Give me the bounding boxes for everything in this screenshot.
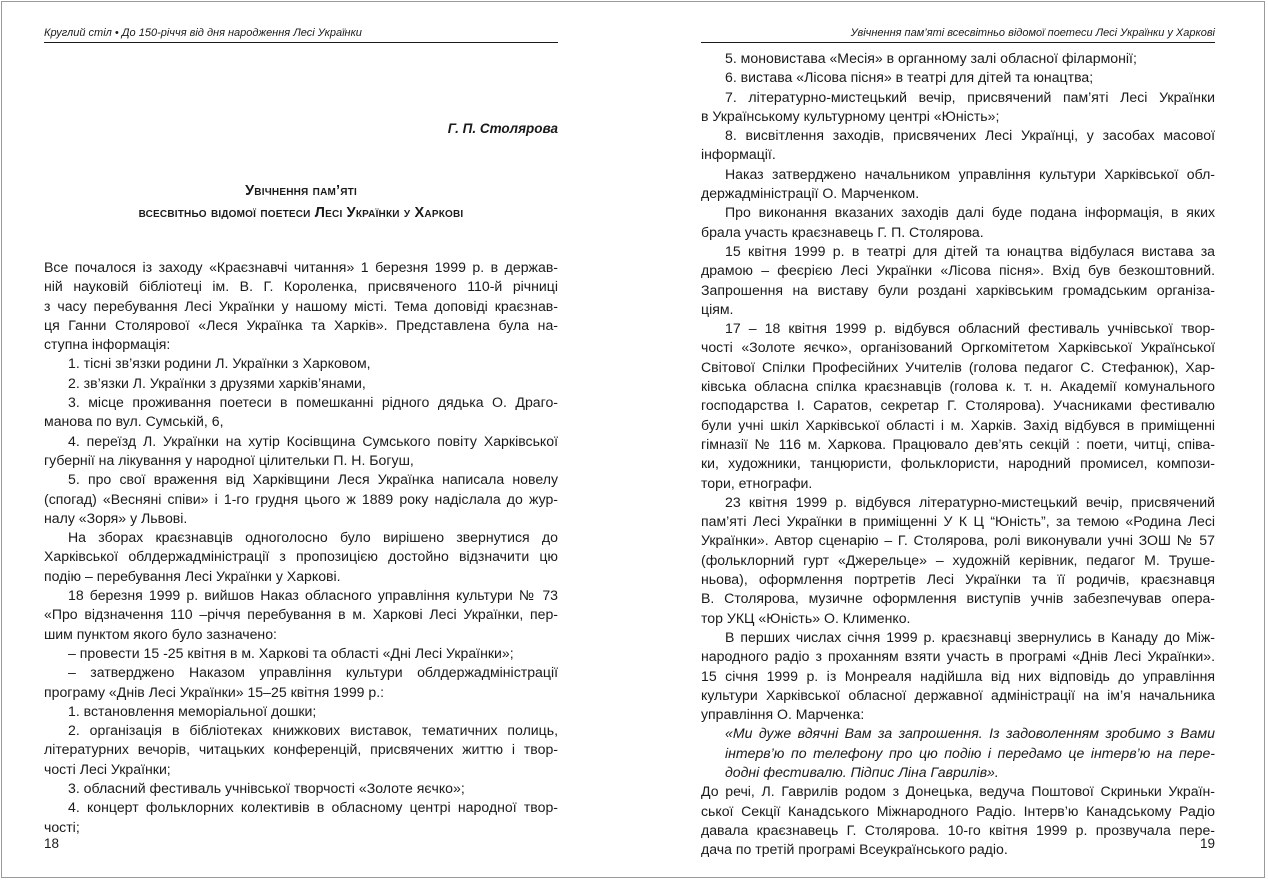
page-number-left: 18 xyxy=(44,836,60,851)
text-line: ця Ганни Столярової «Леся Українка та Харків». Представлена була на- xyxy=(44,316,558,333)
text-line: Українки». Автор сценарію – Г. Столярова, ролі виконували учні ЗОШ № 57 xyxy=(701,532,1215,549)
text-line: губернії на лікування у народної цілительки П. Н. Богуш, xyxy=(44,451,414,468)
text-line: держадміністрації О. Марченком. xyxy=(701,185,920,202)
text-line: пам’яті Лесі Українки в приміщенні У К Ц “Юність”, за темою «Родина Лесі xyxy=(701,513,1215,530)
text-line: культури Харківської обласної державної адміністрації на ім’я начальника xyxy=(701,686,1215,703)
text-line: управління О. Марченка: xyxy=(701,706,865,723)
text-line: народного радіо з проханням взяти участь в програмі «Днів Лесі Українки». xyxy=(701,648,1215,665)
text-line: господарства І. Саратов, секретар Г. Столярова). Учасниками фестивалю xyxy=(701,397,1215,414)
text-line: ступна інформація: xyxy=(44,336,171,353)
text-line: драмою – феєрією Лесі Українки «Лісова пісня». Вхід був безкоштовний. xyxy=(701,262,1215,279)
quote-line: додні фестивалю. Підпис Ліна Гаврилів». xyxy=(725,763,999,780)
list-item: 3. обласний фестиваль учнівської творчості «Золоте яєчко»; xyxy=(68,780,465,797)
text-line: інформації. xyxy=(701,146,776,163)
text-line: налу «Зоря» у Львові. xyxy=(44,509,188,526)
text-line: ньова), оформлення портретів Лесі Українки та її родичів, краєзнавця xyxy=(701,571,1215,588)
text-line: ківська обласна спілка краєзнавців (голова к. т. н. Академії комунального xyxy=(701,378,1215,395)
list-item: 8. висвітлення заходів, присвячених Лесі Українці, у засобах масової xyxy=(725,127,1215,144)
article-author: Г. П. Столярова xyxy=(447,121,558,136)
list-item: 2. організація в бібліотеках книжкових виставок, тематичних полиць, xyxy=(68,722,558,739)
list-item: – затверджено Наказом управління культури облдержадміністрації xyxy=(68,664,558,681)
text-line: В перших числах січня 1999 р. краєзнавці звернулись в Канаду до Між- xyxy=(725,628,1215,645)
header-rule-left xyxy=(44,42,558,43)
quote-line: інтерв’ю по телефону про цю подію і передамо це інтерв’ю на пере- xyxy=(725,744,1215,761)
text-line: чості; xyxy=(44,818,80,835)
text-line: Наказ затверджено начальником управління культури Харківської обл- xyxy=(725,165,1215,182)
text-line: Запрошення на виставу були роздані харківським громадським організа- xyxy=(701,281,1215,298)
list-item: – провести 15 -25 квітня в м. Харкові та області «Дні Лесі Українки»; xyxy=(68,644,514,661)
left-body-text xyxy=(44,258,558,837)
text-line: Світової Спілки Професійних Учителів (голова педагог С. Стефанюк), Хар- xyxy=(701,358,1215,375)
text-line: Все почалося із заходу «Краєзнавчі читання» 1 березня 1999 р. в держав- xyxy=(44,259,558,275)
text-line: тори, етнографи. xyxy=(701,474,813,491)
text-line: 23 квітня 1999 р. відбувся літературно-мистецький вечір, присвячений xyxy=(725,493,1215,510)
right-page xyxy=(701,0,1215,881)
list-item: 4. переїзд Л. Українки на хутір Косівщина Сумського повіту Харківської xyxy=(68,432,558,449)
text-line: ній науковій бібліотеці ім. В. Г. Короленка, присвяченого 110-й річниці xyxy=(44,278,558,295)
text-line: ціям. xyxy=(701,300,734,317)
text-line: (спогад) «Весняні співи» і 1-го грудня цього ж 1889 року надіслала до жур- xyxy=(44,490,558,507)
article-title-line-2: всесвітньо відомої поетеси Лесі Українки у Харкові xyxy=(138,205,464,221)
list-item: 2. зв’язки Л. Українки з друзями харків’янами, xyxy=(68,374,366,391)
text-line: гімназії № 116 м. Харкова. Працювало дев’ять секцій : поети, читці, співа- xyxy=(701,435,1215,452)
text-line: чості Лесі Українки; xyxy=(44,760,171,777)
text-line: В. Столярова, музичне оформлення виступів учнів забезпечував опера- xyxy=(701,590,1215,607)
text-line: ської Секції Канадського Міжнародного Радіо. Інтерв’ю Канадському Радіо xyxy=(701,802,1215,819)
list-item: 3. місце проживання поетеси в помешканні рідного дядька О. Драго- xyxy=(68,394,558,411)
quote-line: «Ми дуже вдячні Вам за запрошення. Із задоволенням зробимо з Вами xyxy=(725,725,1215,742)
list-item: 5. моновистава «Месія» в органному залі обласної філармонії; xyxy=(725,50,1137,66)
list-item: 7. літературно-мистецький вечір, присвячений пам’яті Лесі Українки xyxy=(725,88,1215,105)
page-number-right: 19 xyxy=(1199,836,1215,851)
right-body-text xyxy=(701,49,1215,859)
text-line: (фольклорний гурт «Джерельце» – художній керівник, педагог М. Труше- xyxy=(701,551,1215,568)
text-line: ки, художники, танцюристи, фольклористи, народний промисел, компози- xyxy=(701,455,1215,472)
article-title-line-1: Увічнення пам’яті xyxy=(245,183,357,199)
text-line: «Про відзначення 110 –річчя перебування в м. Харкові Лесі Українки, пер- xyxy=(44,606,558,623)
running-head-left: Круглий стіл • До 150-річчя від дня народження Лесі Українки xyxy=(44,27,362,39)
text-line: шим пунктом якого було зазначено: xyxy=(44,625,277,642)
text-line: Про виконання вказаних заходів далі буде подана інформація, в яких xyxy=(725,204,1215,221)
text-line: дача по третій програмі Всеукраїнського радіо. xyxy=(701,841,1008,858)
article-title xyxy=(44,180,558,224)
text-line: тор УКЦ «Юність» О. Клименко. xyxy=(701,609,911,626)
left-page xyxy=(44,0,558,881)
text-line: На зборах краєзнавців одноголосно було вирішено звернутися до xyxy=(68,529,558,546)
header-rule-right xyxy=(701,42,1215,43)
text-line: Харківської облдержадміністрації з пропозицією достойно відзначити цю xyxy=(44,548,558,565)
text-line: 17 – 18 квітня 1999 р. відбувся обласний фестиваль учнівської твор- xyxy=(725,320,1215,337)
text-line: літературних вечорів, читацьких конференцій, присвячених життю і твор- xyxy=(44,741,558,758)
text-line: До речі, Л. Гаврилів родом з Донецька, ведуча Поштової Скриньки Україн- xyxy=(701,783,1215,800)
text-line: чості «Золоте яєчко», організований Оргкомітетом Харківської Української xyxy=(701,339,1215,356)
text-line: в Українському культурному центрі «Юність»; xyxy=(701,107,1000,124)
text-line: 15 квітня 1999 р. в театрі для дітей та юнацтва відбулася вистава за xyxy=(725,242,1215,259)
list-item: 5. про свої враження від Харківщини Леся Українка написала новелу xyxy=(68,471,558,488)
text-line: 18 березня 1999 р. вийшов Наказ обласного управління культури № 73 xyxy=(68,587,558,604)
text-line: були учні шкіл Харківської області і м. Харків. Захід відбувся в приміщенні xyxy=(701,416,1215,433)
text-line: давала краєзнавець Г. Столярова. 10-го квітня 1999 р. прозвучала пере- xyxy=(701,821,1215,838)
list-item: 1. встановлення меморіальної дошки; xyxy=(68,702,317,719)
text-line: з часу перебування Лесі Українки у нашому місті. Тема доповіді краєзнав- xyxy=(44,297,558,314)
list-item: 6. вистава «Лісова пісня» в театрі для дітей та юнацтва; xyxy=(725,69,1094,86)
running-head-right: Увічнення пам’яті всесвітньо відомої поетеси Лесі Українки у Харкові xyxy=(850,27,1215,39)
text-line: подію – перебування Лесі Українки у Харкові. xyxy=(44,567,341,584)
text-line: програму «Днів Лесі Українки» 15–25 квітня 1999 р.: xyxy=(44,683,385,700)
text-line: манова по вул. Сумській, 6, xyxy=(44,413,224,430)
list-item: 1. тісні зв’язки родини Л. Українки з Харковом, xyxy=(68,355,371,372)
list-item: 4. концерт фольклорних колективів в обласному центрі народної твор- xyxy=(68,799,558,816)
text-line: брала участь краєзнавець Г. П. Столярова. xyxy=(701,223,984,240)
text-line: 15 січня 1999 р. із Монреаля надійшла від них відповідь до управління xyxy=(701,667,1215,684)
